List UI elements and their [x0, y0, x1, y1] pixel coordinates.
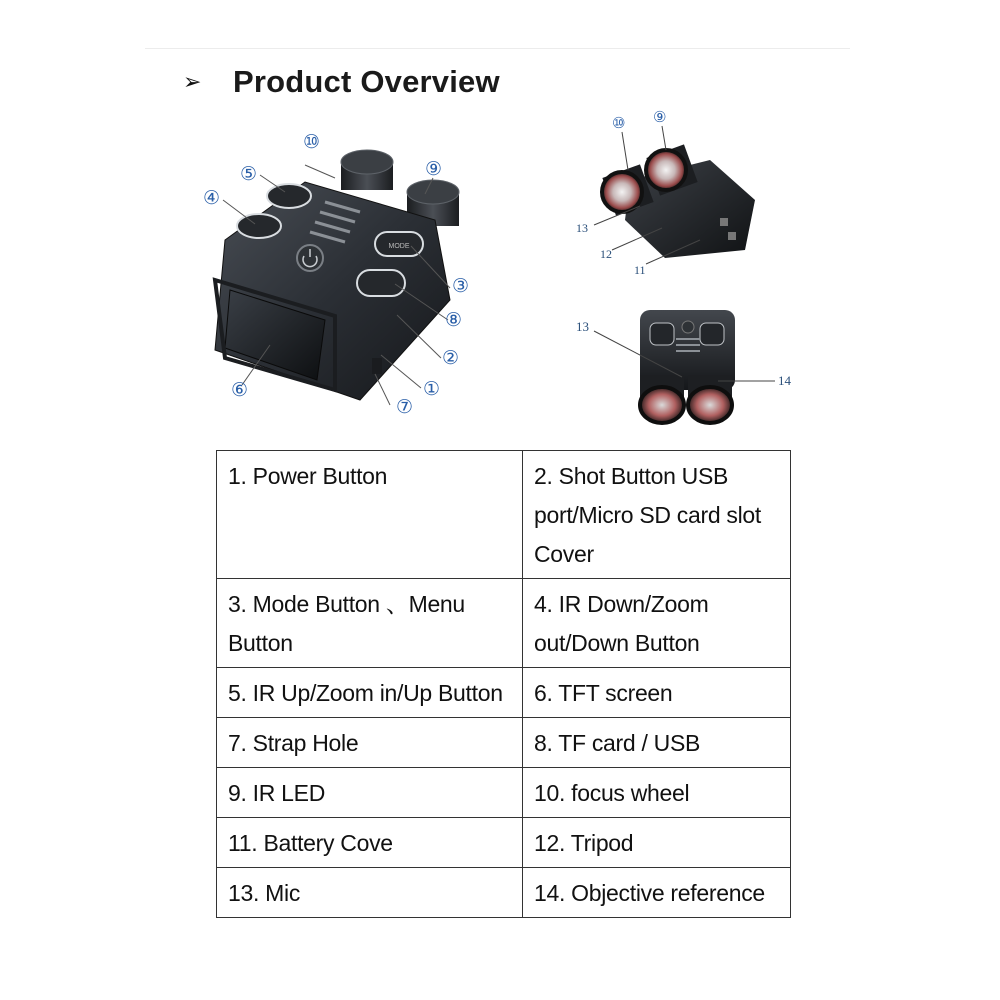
table-cell: 3. Mode Button 、Menu Button — [217, 579, 523, 668]
callout-1: ① — [423, 379, 441, 400]
binocular-main-illustration — [185, 120, 485, 420]
binocular-bottom-illustration — [570, 305, 810, 430]
callout-2: ② — [442, 348, 460, 369]
callout-14: 14 — [778, 373, 791, 388]
table-cell: 13. Mic — [217, 868, 523, 918]
table-cell: 9. IR LED — [217, 768, 523, 818]
callout-13: 13 — [576, 319, 589, 334]
table-cell: 4. IR Down/Zoom out/Down Button — [523, 579, 791, 668]
table-row — [217, 868, 791, 918]
objective-lens-right — [688, 375, 732, 423]
port-icon — [728, 232, 736, 240]
callout-9: ⑨ — [425, 159, 443, 180]
table-cell: 6. TFT screen — [523, 668, 791, 718]
section-heading — [183, 60, 500, 104]
callout-8: ⑧ — [445, 310, 463, 331]
callout-10: ⑩ — [612, 114, 626, 132]
shot-button — [357, 270, 405, 296]
table-cell: 2. Shot Button USB port/Micro SD card slot Cover — [523, 451, 791, 579]
table-row — [217, 579, 791, 668]
table-cell: 12. Tripod — [523, 818, 791, 868]
callout-6: ⑥ — [231, 380, 249, 401]
table-cell: 1. Power Button — [217, 451, 523, 579]
table-cell: 5. IR Up/Zoom in/Up Button — [217, 668, 523, 718]
focus-wheel-left — [341, 150, 393, 190]
table-cell: 7. Strap Hole — [217, 718, 523, 768]
callout-3: ③ — [452, 276, 470, 297]
table-cell: 11. Battery Cove — [217, 818, 523, 868]
table-cell: 8. TF card / USB — [523, 718, 791, 768]
top-rule — [145, 48, 850, 49]
callout-4: ④ — [203, 188, 221, 209]
callout-13: 13 — [576, 221, 588, 235]
table-row — [217, 818, 791, 868]
arrow-bullet-icon: ➢ — [183, 69, 202, 94]
parts-table — [216, 450, 791, 918]
callout-11: 11 — [634, 263, 646, 277]
callout-5: ⑤ — [240, 164, 258, 185]
table-row — [217, 668, 791, 718]
table-cell: 10. focus wheel — [523, 768, 791, 818]
strap-hole — [372, 358, 382, 374]
ir-down-button — [237, 214, 281, 238]
binocular-front-illustration — [570, 100, 770, 280]
table-row — [217, 768, 791, 818]
svg-text:MODE: MODE — [388, 243, 410, 250]
ir-up-button — [267, 184, 311, 208]
callout-12: 12 — [600, 247, 612, 261]
callout-10: ⑩ — [303, 132, 321, 153]
objective-lens-left — [640, 375, 684, 423]
table-cell: 14. Objective reference — [523, 868, 791, 918]
callout-9: ⑨ — [653, 108, 667, 126]
port-icon — [720, 218, 728, 226]
table-row — [217, 718, 791, 768]
table-row — [217, 451, 791, 579]
callout-7: ⑦ — [396, 397, 414, 418]
page-title: Product Overview — [233, 64, 500, 99]
